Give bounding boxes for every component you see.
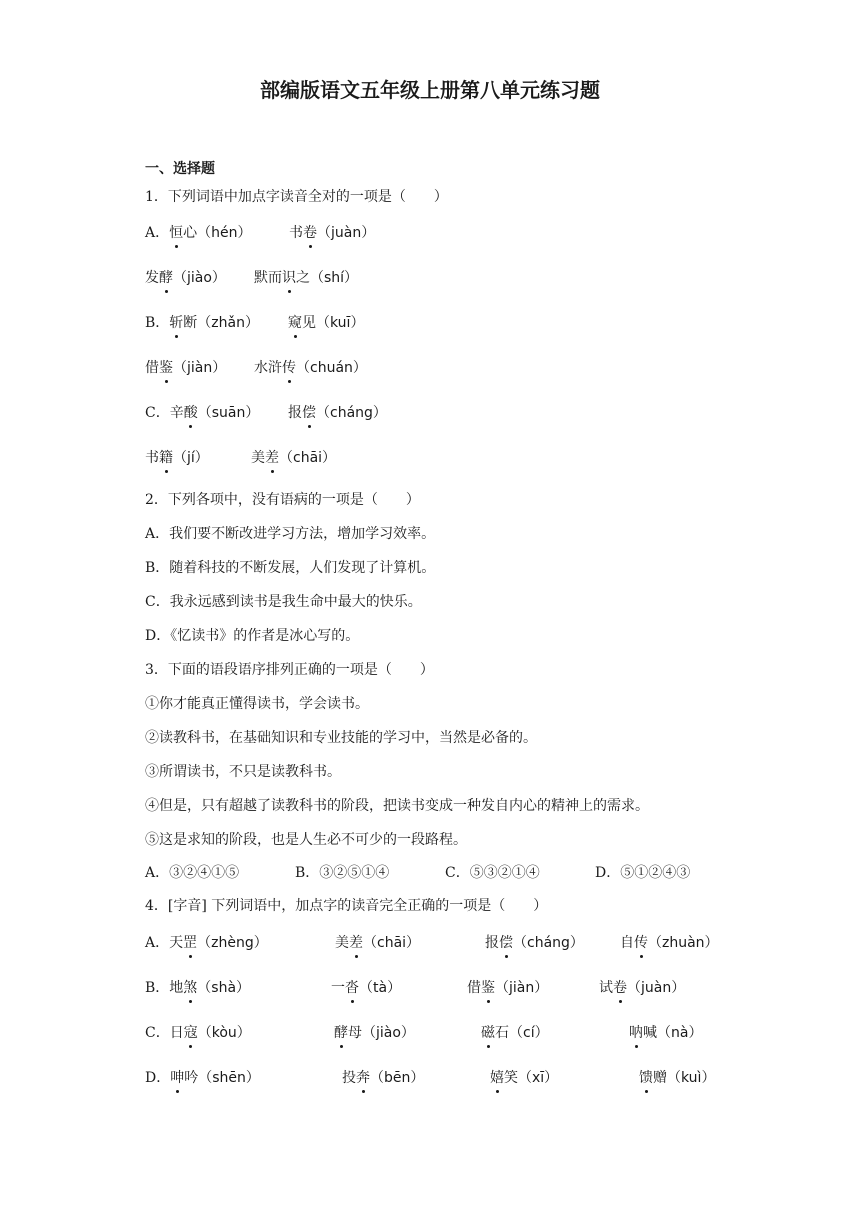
q1-option-b-word4: 水浒传（chuán）	[254, 357, 367, 377]
q3-option-c: C．⑤③②①④	[445, 865, 540, 881]
q4-option-b-word2: 一沓（tà）	[331, 977, 401, 997]
q4-option-d-word4: 馈赠（kuì）	[639, 1067, 715, 1087]
q1-option-b-row1: B．斩断（zhǎn）	[145, 312, 259, 332]
q2-option-b: B．随着科技的不断发展，人们发现了计算机。	[145, 560, 436, 576]
q4-stem: 4．[字音] 下列词语中，加点字的读音完全正确的一项是（ ）	[145, 898, 548, 914]
q4-option-d-word2: 投奔（bēn）	[342, 1067, 424, 1087]
q1-option-a-word2: 书卷（juàn）	[289, 222, 375, 242]
q1-option-a-row1: A．恒心（hén）	[145, 222, 251, 242]
q3-stem: 3．下面的语段语序排列正确的一项是（ ）	[145, 662, 434, 678]
q3-sentence-4: ④但是，只有超越了读教科书的阶段，把读书变成一种发自内心的精神上的需求。	[145, 798, 649, 814]
q4-option-b-word4: 试卷（juàn）	[599, 977, 685, 997]
q2-option-d: D．《忆读书》的作者是冰心写的。	[145, 628, 360, 644]
q4-option-b-word3: 借鉴（jiàn）	[467, 977, 548, 997]
q4-option-c-word2: 酵母（jiào）	[334, 1022, 415, 1042]
q3-sentence-2: ②读教科书，在基础知识和专业技能的学习中，当然是必备的。	[145, 730, 537, 746]
q3-option-a: A．③②④①⑤	[145, 865, 240, 881]
q3-sentence-3: ③所谓读书，不只是读教科书。	[145, 764, 341, 780]
page-title: 部编版语文五年级上册第八单元练习题	[260, 78, 600, 102]
q2-stem: 2．下列各项中，没有语病的一项是（ ）	[145, 492, 420, 508]
q4-option-a-word3: 报偿（cháng）	[485, 932, 584, 952]
q2-option-a: A．我们要不断改进学习方法，增加学习效率。	[145, 526, 436, 542]
q3-option-b: B．③②⑤①④	[295, 865, 390, 881]
q1-option-b-word2: 窥见（kuī）	[288, 312, 364, 332]
q3-option-d: D．⑤①②④③	[595, 865, 691, 881]
q4-option-c-word3: 磁石（cí）	[481, 1022, 549, 1042]
q4-option-a-word4: 自传（zhuàn）	[620, 932, 719, 952]
q1-option-c-row2: 书籍（jí）	[145, 447, 209, 467]
q4-option-d-word1: D．呻吟（shēn）	[145, 1067, 260, 1087]
q1-option-c-word2: 报偿（cháng）	[288, 402, 387, 422]
q4-option-a-word2: 美差（chāi）	[335, 932, 420, 952]
q4-option-d-word3: 嬉笑（xī）	[490, 1067, 558, 1087]
q3-sentence-5: ⑤这是求知的阶段，也是人生必不可少的一段路程。	[145, 832, 467, 848]
q4-option-b-word1: B．地煞（shà）	[145, 977, 250, 997]
q1-option-c-row1: C．辛酸（suān）	[145, 402, 259, 422]
section-heading: 一、选择题	[145, 161, 215, 177]
q1-stem: 1．下列词语中加点字读音全对的一项是（ ）	[145, 189, 448, 205]
q4-option-a-word1: A．天罡（zhèng）	[145, 932, 268, 952]
q4-option-c-word1: C．日寇（kòu）	[145, 1022, 251, 1042]
q2-option-c: C．我永远感到读书是我生命中最大的快乐。	[145, 594, 422, 610]
q1-option-a-row2: 发酵（jiào）	[145, 267, 226, 287]
q1-option-c-word4: 美差（chāi）	[251, 447, 336, 467]
q1-option-b-row2: 借鉴（jiàn）	[145, 357, 226, 377]
q1-option-a-word4: 默而识之（shí）	[254, 267, 358, 287]
q3-sentence-1: ①你才能真正懂得读书，学会读书。	[145, 696, 369, 712]
q4-option-c-word4: 呐喊（nà）	[629, 1022, 702, 1042]
